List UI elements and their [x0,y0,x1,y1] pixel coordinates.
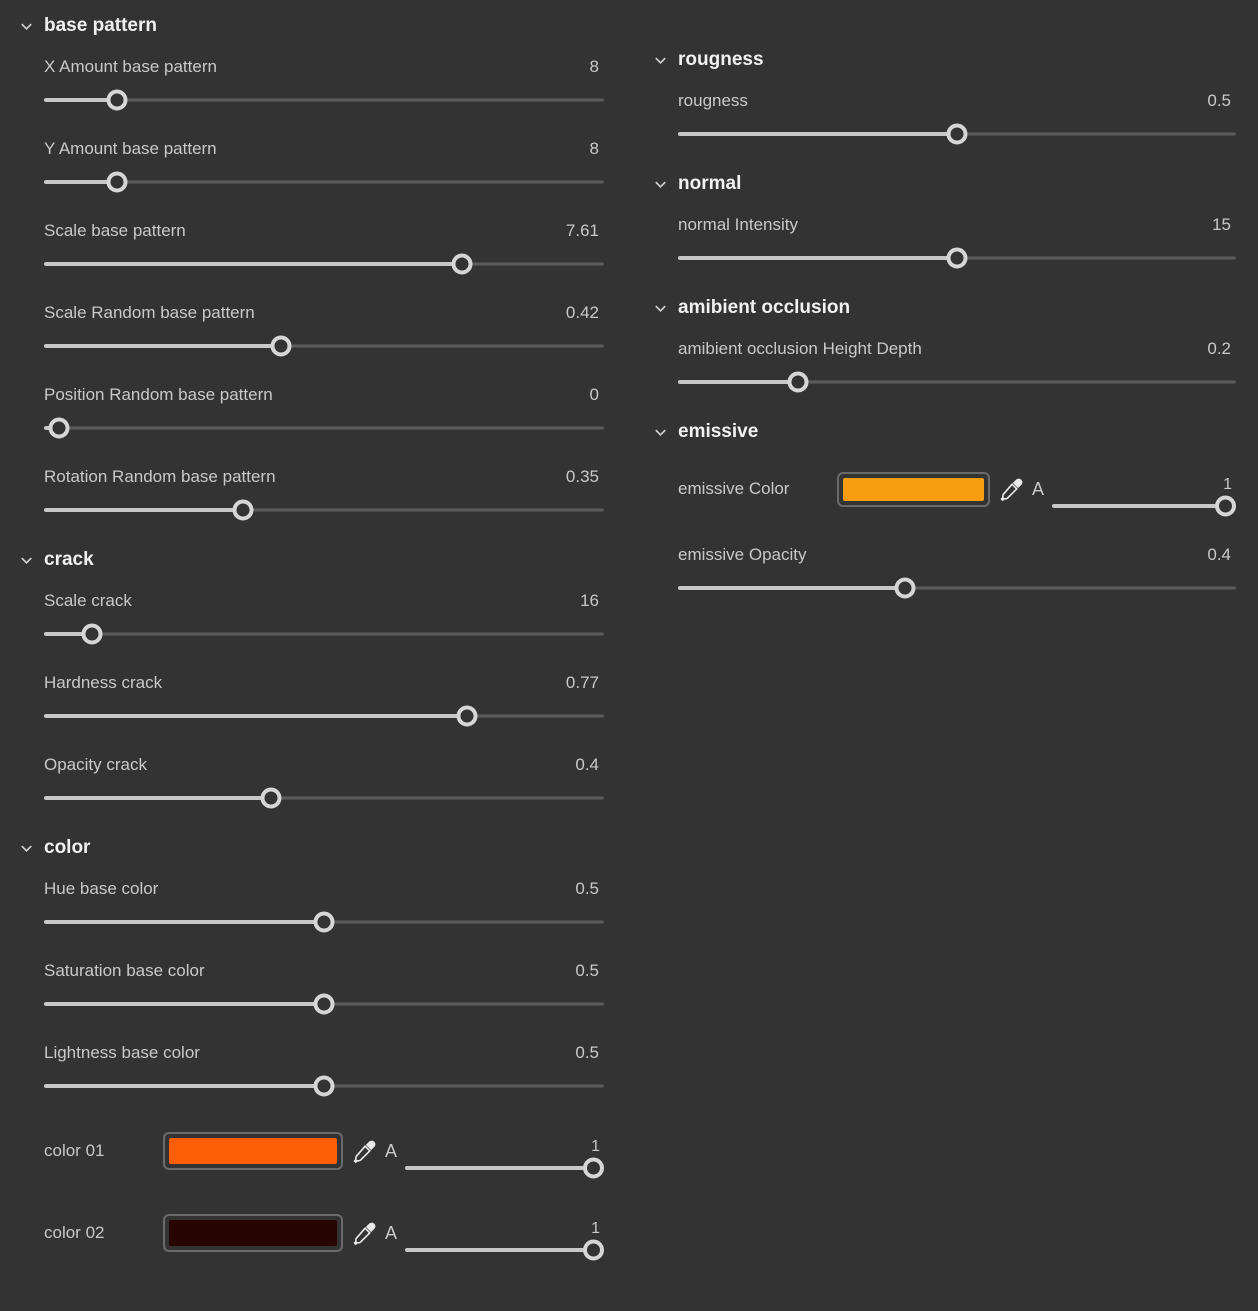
param-scale-base-pattern [44,218,604,276]
slider-normal-intensity[interactable] [678,246,1236,270]
slider-handle[interactable] [787,372,808,393]
left-column [18,12,604,1286]
param-label: Hue base color [44,879,159,898]
param-header [44,54,604,80]
slider-handle[interactable] [456,706,477,727]
color-swatch-color-01[interactable] [163,1132,343,1170]
section-color [18,834,604,1262]
param-label: Opacity crack [44,755,147,774]
section-title: base pattern [44,15,157,36]
slider-track-fill [44,714,467,718]
slider-track-fill [678,256,957,260]
section-normal [652,170,1236,270]
slider-track-fill [44,1002,324,1006]
slider-handle[interactable] [49,418,70,439]
slider-emissive-opacity[interactable] [678,576,1236,600]
param-label: Y Amount base pattern [44,139,217,158]
section-title: amibient occlusion [678,297,851,318]
section-header-emissive[interactable] [652,418,1236,446]
slider-track-fill [44,1084,324,1088]
alpha-value[interactable]: 1 [591,1138,600,1155]
slider-amibient-occlusion-height-depth[interactable] [678,370,1236,394]
section-emissive [652,418,1236,600]
param-normal-intensity [678,212,1236,270]
color-swatch-fill [169,1138,337,1164]
param-label: emissive Color [678,479,790,498]
chevron-down-icon[interactable] [18,552,34,568]
section-header-color[interactable] [18,834,604,862]
slider-handle[interactable] [583,1240,604,1261]
section-title: emissive [678,421,759,442]
param-value[interactable]: 0.42 [565,303,599,322]
param-rougness [678,88,1236,146]
alpha-label: A [385,1222,398,1243]
param-value[interactable]: 0.5 [1207,91,1231,110]
param-label: normal Intensity [678,215,798,234]
alpha-slider-color-01[interactable] [405,1156,604,1180]
slider-handle[interactable] [1215,496,1236,517]
slider-hardness-crack[interactable] [44,704,604,728]
eyedropper-icon[interactable] [352,1220,378,1246]
slider-track[interactable] [44,633,604,636]
chevron-down-icon[interactable] [652,424,668,440]
param-label: Scale crack [44,591,132,610]
slider-opacity-crack[interactable] [44,786,604,810]
section-header-base-pattern[interactable] [18,12,604,40]
param-value[interactable]: 0.4 [575,755,599,774]
section-title: crack [44,549,94,570]
eyedropper-icon[interactable] [999,476,1025,502]
alpha-label: A [385,1140,398,1161]
slider-position-random-base-pattern[interactable] [44,416,604,440]
slider-handle[interactable] [260,788,281,809]
slider-track-fill [678,132,957,136]
section-title: normal [678,173,742,194]
slider-lightness-base-color[interactable] [44,1074,604,1098]
param-value[interactable]: 0.5 [575,1043,599,1062]
slider-track-fill [44,920,324,924]
param-label: Hardness crack [44,673,163,692]
slider-handle[interactable] [895,578,916,599]
param-label: rougness [678,91,748,110]
param-header [44,876,604,902]
section-header-rougness[interactable] [652,46,1236,74]
alpha-slider-emissive-color[interactable] [1052,494,1236,518]
slider-track-fill[interactable] [405,1166,598,1170]
param-header [44,300,604,326]
param-value[interactable]: 0.5 [575,879,599,898]
alpha-label: A [1032,478,1045,499]
slider-track-fill[interactable] [405,1248,598,1252]
param-value[interactable]: 0.4 [1207,545,1231,564]
slider-y-amount-base-pattern[interactable] [44,170,604,194]
slider-x-amount-base-pattern[interactable] [44,88,604,112]
chevron-down-icon[interactable] [652,300,668,316]
slider-track[interactable] [44,181,604,184]
param-label: Position Random base pattern [44,385,273,404]
param-header [44,958,604,984]
slider-hue-base-color[interactable] [44,910,604,934]
slider-handle[interactable] [451,254,472,275]
slider-handle[interactable] [314,1076,335,1097]
slider-handle[interactable] [106,90,127,111]
alpha-value[interactable]: 1 [591,1220,600,1237]
param-value[interactable]: 0.5 [575,961,599,980]
slider-handle[interactable] [270,336,291,357]
param-label: amibient occlusion Height Depth [678,339,922,358]
color-swatch-emissive-color[interactable] [837,472,990,507]
param-value[interactable]: 16 [580,591,599,610]
slider-track-fill [44,796,271,800]
param-header [44,1040,604,1066]
param-amibient-occlusion-height-depth [678,336,1236,394]
param-header [44,588,604,614]
param-value[interactable]: 0 [589,385,599,404]
section-amibient-occlusion [652,294,1236,394]
alpha-slider-color-02[interactable] [405,1238,604,1262]
slider-track-fill [678,380,798,384]
param-header [44,464,604,490]
slider-saturation-base-color[interactable] [44,992,604,1016]
slider-rotation-random-base-pattern[interactable] [44,498,604,522]
param-header [44,670,604,696]
color-swatch-fill [843,478,984,501]
param-header [678,336,1236,362]
right-column [652,46,1236,624]
alpha-value[interactable]: 1 [1223,476,1232,493]
param-scale-random-base-pattern [44,300,604,358]
section-title: rougness [678,49,764,70]
param-value[interactable]: 7.61 [565,221,599,240]
section-header-normal[interactable] [652,170,1236,198]
param-label: Saturation base color [44,961,205,980]
alpha-slider-group [405,1122,604,1180]
slider-track-fill [44,508,243,512]
param-lightness-base-color [44,1040,604,1098]
param-color-01 [44,1122,604,1180]
section-base-pattern [18,12,604,522]
param-x-amount-base-pattern [44,54,604,112]
param-value[interactable]: 0.77 [565,673,599,692]
param-position-random-base-pattern [44,382,604,440]
param-hue-base-color [44,876,604,934]
param-color-02 [44,1204,604,1262]
param-y-amount-base-pattern [44,136,604,194]
param-label: Scale base pattern [44,221,186,240]
slider-scale-base-pattern[interactable] [44,252,604,276]
slider-handle[interactable] [106,172,127,193]
slider-rougness[interactable] [678,122,1236,146]
section-rougness [652,46,1236,146]
section-header-amibient-occlusion[interactable] [652,294,1236,322]
chevron-down-icon[interactable] [18,840,34,856]
param-header [678,212,1236,238]
eyedropper-icon[interactable] [352,1138,378,1164]
slider-track-fill [678,586,905,590]
param-value[interactable]: 15 [1212,215,1231,234]
alpha-slider-group [1052,460,1236,518]
section-crack [18,546,604,810]
param-label: emissive Opacity [678,545,807,564]
param-value[interactable]: 8 [589,139,599,158]
param-header [44,752,604,778]
param-emissive-color [678,460,1236,518]
chevron-down-icon[interactable] [18,18,34,34]
param-label: X Amount base pattern [44,57,217,76]
slider-scale-crack[interactable] [44,622,604,646]
param-header [44,382,604,408]
slider-track-fill [44,344,281,348]
param-header [678,542,1236,568]
slider-handle[interactable] [314,994,335,1015]
param-label: Scale Random base pattern [44,303,255,322]
color-swatch-fill [169,1220,337,1246]
param-hardness-crack [44,670,604,728]
param-opacity-crack [44,752,604,810]
section-header-crack[interactable] [18,546,604,574]
chevron-down-icon[interactable] [652,176,668,192]
slider-handle[interactable] [947,124,968,145]
param-label: Lightness base color [44,1043,200,1062]
color-swatch-color-02[interactable] [163,1214,343,1252]
slider-handle[interactable] [583,1158,604,1179]
param-label: color 02 [44,1223,105,1242]
param-emissive-opacity [678,542,1236,600]
param-saturation-base-color [44,958,604,1016]
slider-handle[interactable] [232,500,253,521]
param-value[interactable]: 8 [589,57,599,76]
param-label: color 01 [44,1141,105,1160]
slider-track-fill [44,262,462,266]
alpha-slider-group [405,1204,604,1262]
slider-track-fill[interactable] [1052,504,1230,508]
param-value[interactable]: 0.2 [1207,339,1231,358]
section-title: color [44,837,91,858]
param-header [44,136,604,162]
param-header [44,218,604,244]
slider-scale-random-base-pattern[interactable] [44,334,604,358]
slider-handle[interactable] [947,248,968,269]
chevron-down-icon[interactable] [652,52,668,68]
slider-handle[interactable] [314,912,335,933]
slider-handle[interactable] [82,624,103,645]
slider-track[interactable] [44,99,604,102]
slider-track[interactable] [44,427,604,430]
param-rotation-random-base-pattern [44,464,604,522]
param-label: Rotation Random base pattern [44,467,276,486]
param-header [678,88,1236,114]
param-value[interactable]: 0.35 [565,467,599,486]
param-scale-crack [44,588,604,646]
